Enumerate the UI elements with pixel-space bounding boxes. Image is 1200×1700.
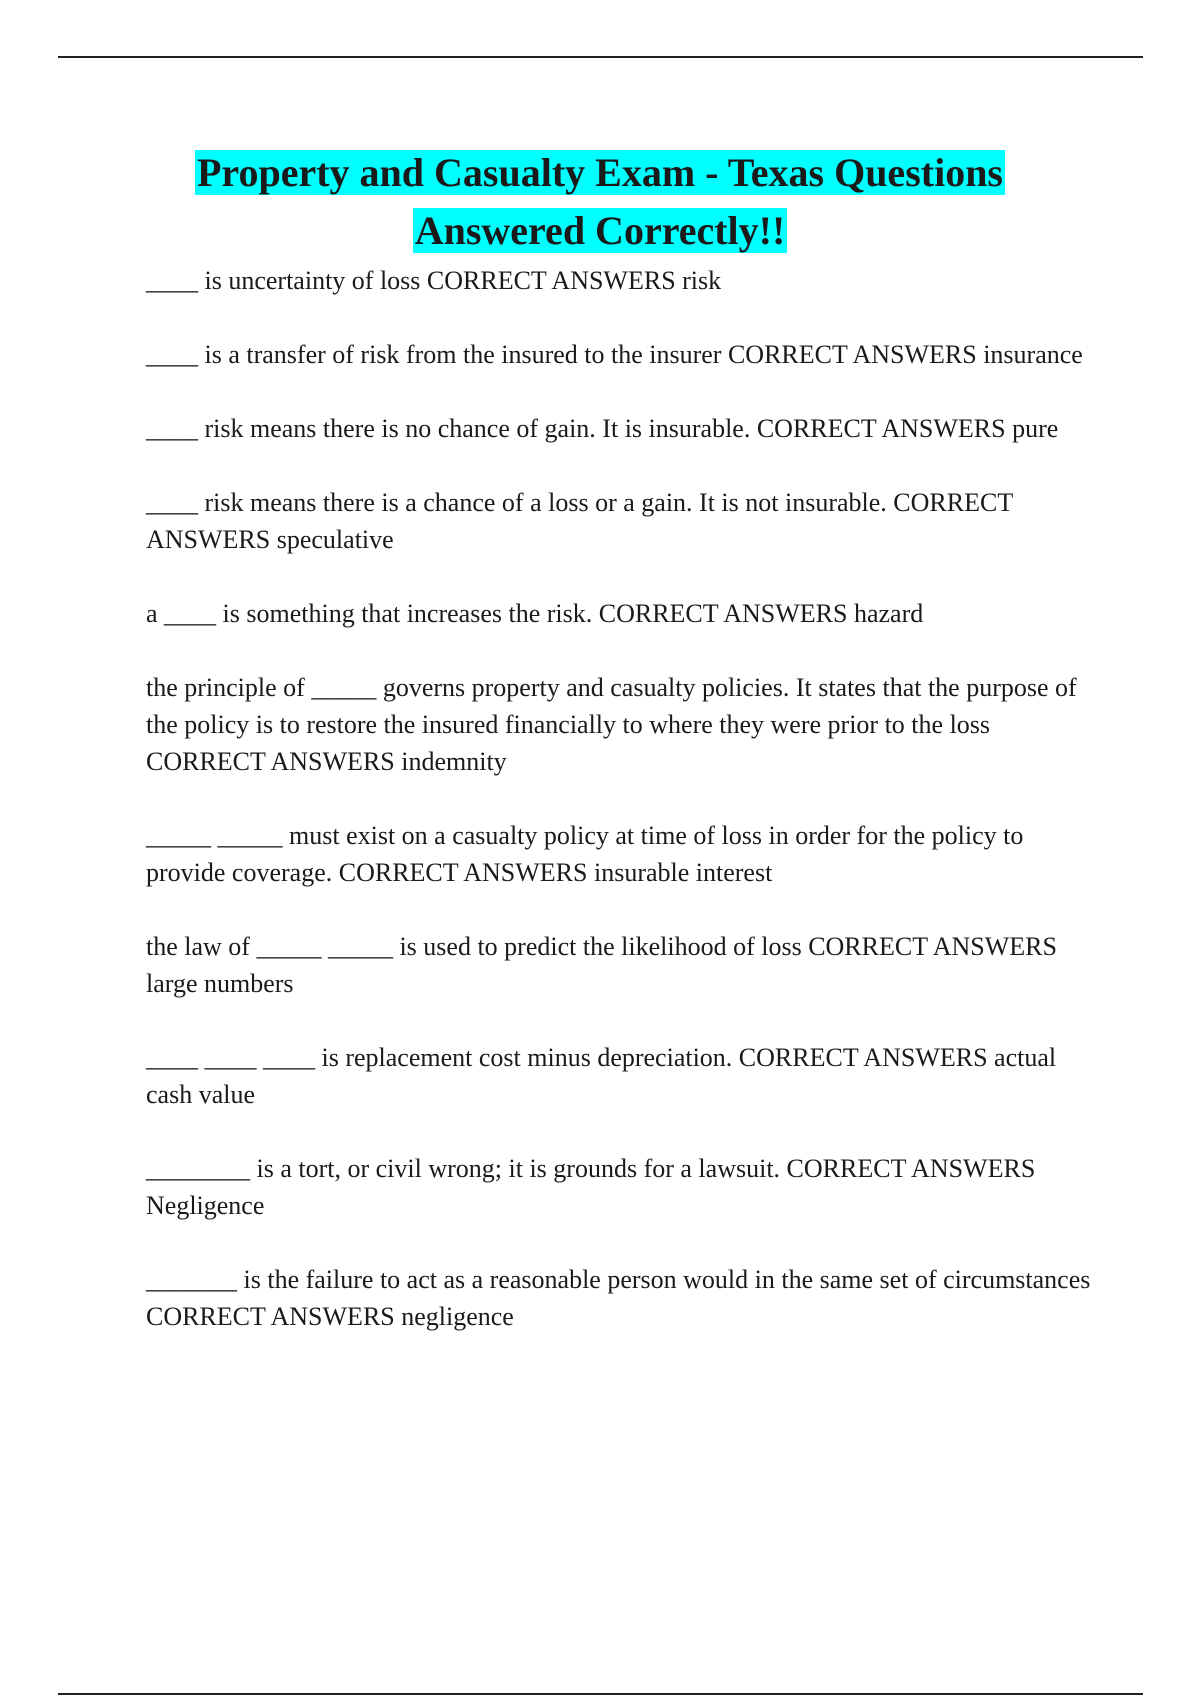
qa-item: the law of _____ _____ is used to predict the likelihood of loss CORRECT ANSWERS large numbers	[146, 932, 1057, 998]
qa-item: ____ risk means there is no chance of gain. It is insurable. CORRECT ANSWERS pure	[146, 414, 1059, 443]
qa-item: a ____ is something that increases the risk. CORRECT ANSWERS hazard	[146, 599, 924, 628]
qa-item: ____ is uncertainty of loss CORRECT ANSWERS risk	[146, 266, 722, 295]
qa-item: ____ ____ ____ is replacement cost minus depreciation. CORRECT ANSWERS actual cash value	[146, 1043, 1057, 1109]
qa-item: _____ _____ must exist on a casualty policy at time of loss in order for the policy to provide coverage. CORRECT ANSWERS insurable interest	[146, 821, 1024, 887]
qa-item: ____ is a transfer of risk from the insured to the insurer CORRECT ANSWERS insurance	[146, 340, 1083, 369]
qa-item: _______ is the failure to act as a reasonable person would in the same set of circumstances CORRECT ANSWERS negligence	[146, 1265, 1091, 1331]
qa-item: ____ risk means there is a chance of a loss or a gain. It is not insurable. CORRECT ANSWERS speculative	[146, 488, 1013, 554]
title-line-2: Answered Correctly!!	[414, 208, 786, 253]
bottom-rule	[58, 1693, 1143, 1695]
qa-item: ________ is a tort, or civil wrong; it is grounds for a lawsuit. CORRECT ANSWERS Negligence	[146, 1154, 1036, 1220]
document-title	[100, 144, 1100, 260]
qa-list	[146, 262, 1096, 1372]
qa-item: the principle of _____ governs property and casualty policies. It states that the purpose of the policy is to restore the insured financially to where they were prior to the loss CORRECT ANSWERS indemnity	[146, 673, 1077, 776]
title-line-1: Property and Casualty Exam - Texas Questions	[196, 150, 1003, 195]
top-rule	[58, 56, 1143, 58]
